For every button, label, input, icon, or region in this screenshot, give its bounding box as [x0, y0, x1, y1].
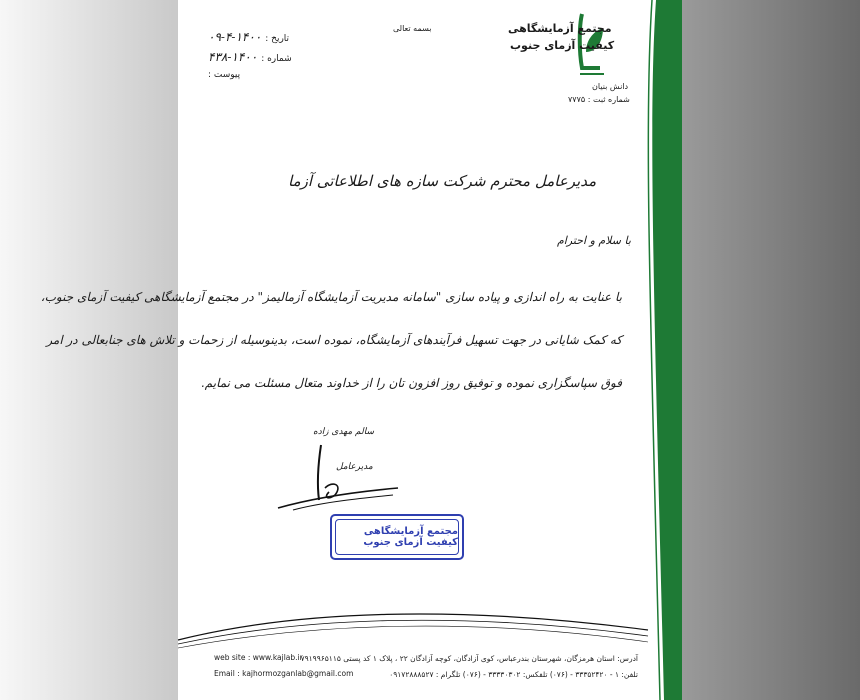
registration-number: شماره ثبت : ۷۷۷۵: [568, 95, 630, 104]
viewer-background-right: [682, 0, 860, 700]
footer-wave-decoration: [178, 600, 682, 650]
greeting: با سلام و احترام: [557, 234, 631, 247]
attachment-field: پیوست :: [208, 70, 241, 80]
company-stamp: [330, 514, 464, 560]
signer-name: سالم مهدی زاده: [313, 427, 375, 437]
recipient-line: مدیرعامل محترم شرکت سازه های اطلاعاتی آزما: [288, 172, 597, 190]
body-line-3: فوق سپاسگزاری نموده و توفیق روز افزون تان را از خداوند متعال مسئلت می نمایم.: [200, 376, 622, 390]
footer-address: آدرس: استان هرمزگان، شهرستان بندرعباس، کوی آزادگان، کوچه آزادگان ۲۲ ، پلاک ۱ کد پستی ۷۹۱۹۹۶۵۱۱۵: [300, 654, 638, 663]
date-field: تاریخ :۱۴۰۰-۴-۰۹: [208, 30, 290, 44]
handwritten-signature: [273, 440, 403, 515]
footer-contacts: تلفن: ۱ - ۳۳۳۵۲۴۲۰ - (۰۷۶) تلفکس: ۳۳۳۳۰۳۰۲ - (۰۷۶) تلگرام : ۰۹۱۷۲۸۸۸۵۲۷: [389, 670, 638, 679]
footer-email: Email : kajhormozganlab@gmail.com: [214, 669, 354, 678]
org-name-line2: کیفیت آزمای جنوب: [510, 39, 615, 52]
basmala: بسمه تعالی: [393, 24, 432, 33]
footer-website: web site : www.kajlab.ir: [214, 653, 303, 662]
body-line-1: با عنایت به راه اندازی و پیاده سازی "سامانه مدیریت آزمایشگاه آزمالیمز" در مجتمع آزمایشگاهی کیفیت آزمای جنوب،: [40, 290, 622, 304]
body-line-2: که کمک شایانی در جهت تسهیل فرآیندهای آزمایشگاه، نموده است، بدینوسیله از زحمات و تلاش های جنابعالی در امر: [46, 333, 622, 347]
number-field: شماره :۱۴۰۰-۴۳۸: [208, 50, 292, 64]
green-border-curve: [178, 0, 682, 700]
signer-title: مدیرعامل: [336, 462, 373, 472]
org-name-line1: مجتمع آزمایشگاهی: [508, 22, 612, 35]
viewer-background-left: [0, 0, 178, 700]
letter-page: [40, 0, 682, 700]
stamp-text: مجتمع آزمایشگاهی کیفیت آزمای جنوب: [363, 526, 458, 548]
knowledge-based-label: دانش بنیان: [592, 82, 629, 91]
